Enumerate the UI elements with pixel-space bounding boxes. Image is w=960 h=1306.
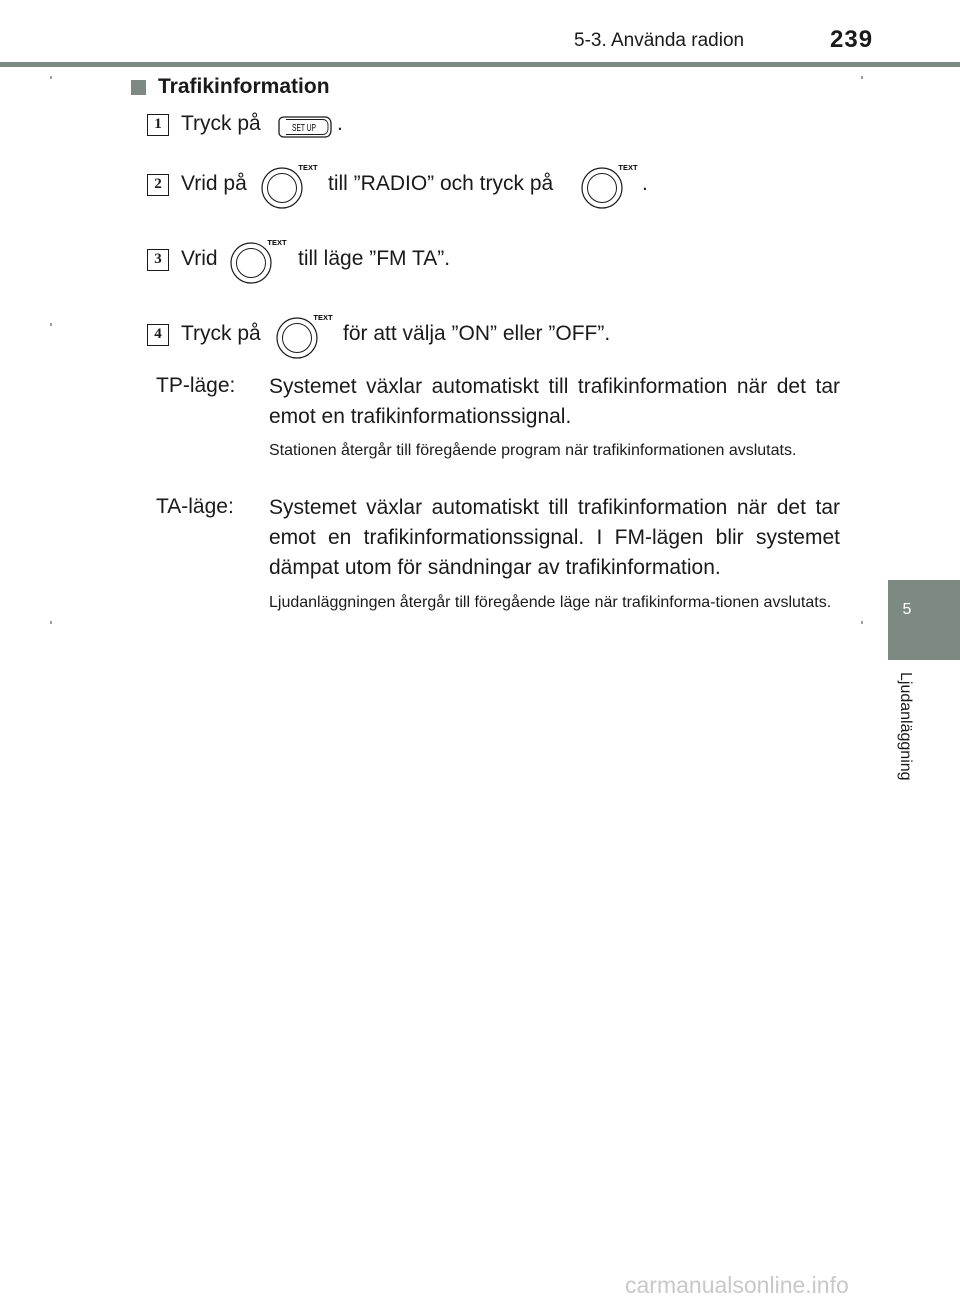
crop-mark [50, 323, 52, 326]
knob-label: TEXT [313, 313, 333, 322]
step-number: 2 [147, 174, 169, 196]
ta-mode-label: TA-läge: [156, 495, 234, 518]
step-text: till läge ”FM TA”. [298, 247, 451, 270]
chapter-label: Ljudanläggning [897, 672, 914, 781]
crop-mark [861, 76, 863, 79]
step-text: Tryck på [181, 322, 261, 345]
tp-mode-label: TP-läge: [156, 374, 236, 397]
step-text: . [642, 172, 648, 195]
step-text: för att välja ”ON” eller ”OFF”. [343, 322, 611, 345]
ta-mode-description: Systemet växlar automatiskt till trafikinformation när det tar emot en trafikinformationssignal. I FM-lägen blir systemet dämpat utom för sändningar av trafikinformation. [269, 496, 840, 579]
text-knob-icon [229, 235, 291, 287]
step-text: Tryck på [181, 112, 261, 135]
watermark: carmanualsonline.info [625, 1272, 849, 1298]
tp-mode-note: Stationen återgår till föregående program när trafikinformationen avslutats. [269, 442, 797, 459]
tp-mode-description: Systemet växlar automatiskt till trafikinformation när det tar emot en trafikinformationssignal. [269, 375, 840, 428]
step-text: . [337, 112, 343, 135]
header-rule [0, 62, 960, 67]
chapter-number: 5 [902, 601, 912, 618]
step-number: 4 [147, 324, 169, 346]
knob-label: TEXT [618, 163, 638, 172]
section-title: Trafikinformation [158, 75, 330, 98]
step-number: 1 [147, 114, 169, 136]
text-knob-icon [260, 160, 322, 212]
setup-button-icon [278, 116, 332, 138]
step-text: Vrid [181, 247, 218, 270]
ta-mode-note: Ljudanläggningen återgår till föregående läge när trafikinforma-tionen avslutats. [269, 594, 832, 611]
chapter-tab [888, 580, 960, 660]
text-knob-icon [580, 160, 642, 212]
step-number: 3 [147, 249, 169, 271]
crop-mark [50, 76, 52, 79]
crop-mark [50, 621, 52, 624]
header-section-title: 5-3. Använda radion [574, 30, 745, 51]
knob-label: TEXT [267, 238, 287, 247]
step-text: Vrid på [181, 172, 247, 195]
page-number: 239 [830, 26, 874, 53]
crop-mark [861, 621, 863, 624]
section-marker [131, 80, 146, 95]
setup-button-label: SET UP [292, 123, 317, 134]
text-knob-icon [275, 310, 337, 362]
knob-label: TEXT [298, 163, 318, 172]
step-text: till ”RADIO” och tryck på [328, 172, 554, 195]
